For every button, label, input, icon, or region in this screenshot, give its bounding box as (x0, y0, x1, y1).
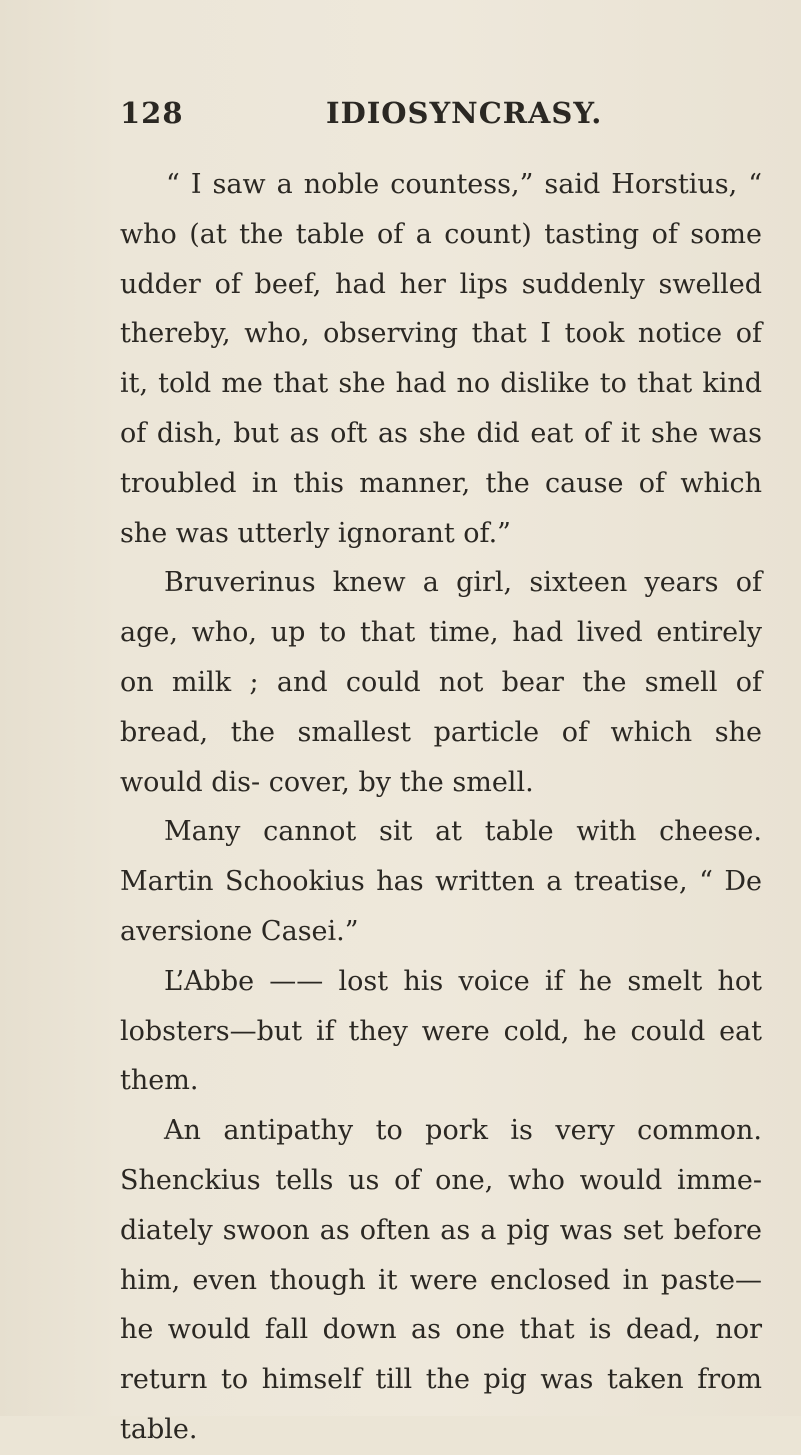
paragraph-bruverinus: Bruverinus knew a girl, sixteen years of age, who, up to that time, had lived entirely on milk ; and could not bear the smell of bread, the smallest particle of which she would dis- cover, by the smell. (120, 567, 762, 798)
body-text (120, 160, 762, 1455)
page-number: 128 (120, 96, 184, 130)
paragraph-cheese: Many cannot sit at table with cheese. Martin Schookius has written a treatise, “ De aversione Casei.” (120, 816, 762, 947)
page-header (120, 96, 760, 140)
running-head: IDIOSYNCRASY. (326, 96, 603, 130)
paragraph-abbe: L’Abbe —— lost his voice if he smelt hot lobsters—but if they were cold, he could eat them. (120, 965, 762, 1097)
paragraph-horstius: “ I saw a noble countess,” said Horstius, “ who (at the table of a count) tasting of some udder of beef, had her lips suddenly swelled thereby, who, observing that I took notice of it, told me that she had no dislike to that kind of dish, but as oft as she did eat of it she was troubled in this manner, the cause of which she was utterly ignorant of.” (120, 169, 762, 549)
paragraph-pork: An antipathy to pork is very common. Shenckius tells us of one, who would imme- diately swoon as often as a pig was set before him, even though it were enclosed in paste— he would fall down as one that is dead, nor return to himself till the pig was taken from table. (120, 1115, 762, 1445)
